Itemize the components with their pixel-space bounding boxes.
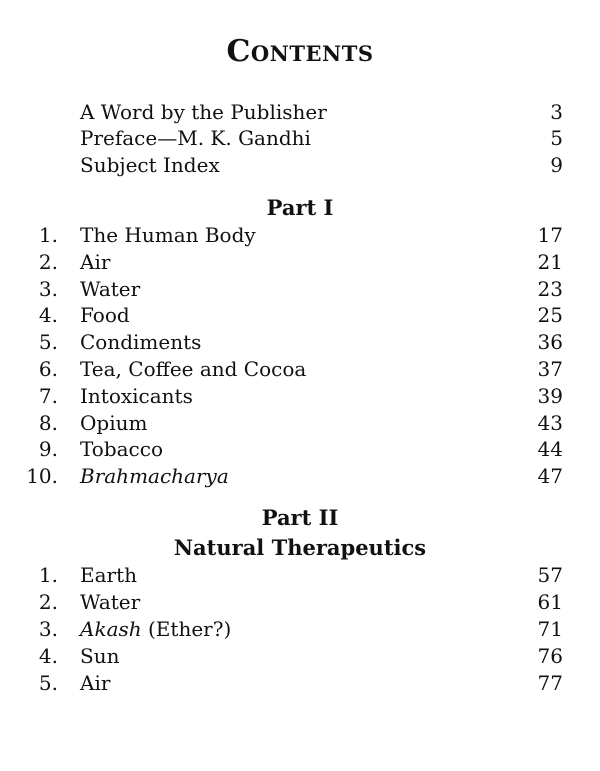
- toc-entry-number: 5.: [38, 671, 58, 695]
- toc-entry-label: Brahmacharya: [80, 464, 229, 488]
- toc-entry-label: Condiments: [80, 330, 202, 354]
- toc-entry-label: Air: [80, 671, 111, 695]
- toc-entry-page: 23: [537, 277, 563, 301]
- toc-entry-page: 17: [537, 223, 563, 247]
- toc-entry-label: Opium: [80, 411, 148, 435]
- toc-entry-page: 61: [537, 590, 563, 614]
- toc-entry-label: Sun: [80, 644, 120, 668]
- toc-entry-page: 39: [537, 384, 563, 408]
- toc-entry[interactable]: [0, 562, 600, 588]
- toc-entry-number: 3.: [38, 277, 58, 301]
- toc-entry[interactable]: [0, 329, 600, 355]
- toc-entry[interactable]: [0, 356, 600, 382]
- toc-entry-page: 21: [537, 250, 563, 274]
- toc-entry-page: 36: [537, 330, 563, 354]
- toc-entry-number: 9.: [38, 437, 58, 461]
- toc-entry[interactable]: [0, 589, 600, 615]
- toc-entry[interactable]: [0, 616, 600, 642]
- toc-entry-label: Air: [80, 250, 111, 274]
- toc-entry-page: 77: [537, 671, 563, 695]
- part-heading: Part I: [266, 195, 334, 220]
- toc-entry-label: Intoxicants: [80, 384, 193, 408]
- toc-entry-number: 6.: [38, 357, 58, 381]
- toc-entry-number: 1.: [38, 563, 58, 587]
- toc-entry-page: 71: [537, 617, 563, 641]
- toc-entry-page: 9: [550, 153, 563, 177]
- toc-entry-label: Tobacco: [80, 437, 163, 461]
- toc-entry-number: 10.: [26, 464, 58, 488]
- toc-entry-label-rest: (Ether?): [141, 617, 232, 641]
- toc-entry-number: 7.: [38, 384, 58, 408]
- toc-entry-number: 2.: [38, 590, 58, 614]
- toc-entry-label: Tea, Coffee and Cocoa: [80, 357, 307, 381]
- toc-entry-page: 25: [537, 303, 563, 327]
- toc-entry-label: [80, 616, 231, 642]
- toc-entry-label: Earth: [80, 563, 138, 587]
- toc-entry-page: 57: [537, 563, 563, 587]
- toc-entry[interactable]: [0, 125, 600, 151]
- toc-entry-label: Preface—M. K. Gandhi: [80, 126, 311, 150]
- toc-entry-page: 76: [537, 644, 563, 668]
- toc-entry-number: 8.: [38, 411, 58, 435]
- toc-entry-number: 4.: [38, 644, 58, 668]
- toc-entry[interactable]: [0, 99, 600, 125]
- page-title: Contents: [226, 34, 374, 69]
- toc-entry-number: 2.: [38, 250, 58, 274]
- toc-entry[interactable]: [0, 249, 600, 275]
- toc-entry-page: 43: [537, 411, 563, 435]
- toc-entry-label-italic: Akash: [80, 617, 142, 641]
- toc-entry[interactable]: [0, 436, 600, 462]
- toc-entry-label: Water: [80, 277, 141, 301]
- toc-entry-page: 3: [550, 100, 563, 124]
- toc-entry-number: 3.: [38, 617, 58, 641]
- toc-entry[interactable]: [0, 670, 600, 696]
- toc-entry-page: 37: [537, 357, 563, 381]
- toc-entry[interactable]: [0, 463, 600, 489]
- toc-entry-label: Water: [80, 590, 141, 614]
- toc-entry-number: 4.: [38, 303, 58, 327]
- toc-entry-label: Food: [80, 303, 130, 327]
- toc-entry[interactable]: [0, 643, 600, 669]
- toc-entry[interactable]: [0, 410, 600, 436]
- toc-entry-page: 44: [537, 437, 563, 461]
- toc-entry-page: 5: [550, 126, 563, 150]
- toc-entry-page: 47: [537, 464, 563, 488]
- toc-entry-number: 5.: [38, 330, 58, 354]
- part-heading: Part II: [261, 505, 339, 530]
- toc-entry-label: A Word by the Publisher: [80, 100, 327, 124]
- toc-entry[interactable]: [0, 152, 600, 178]
- toc-entry[interactable]: [0, 276, 600, 302]
- toc-entry-label: The Human Body: [80, 223, 256, 247]
- toc-entry-number: 1.: [38, 223, 58, 247]
- toc-entry-label: Subject Index: [80, 153, 220, 177]
- toc-entry[interactable]: [0, 302, 600, 328]
- toc-entry[interactable]: [0, 222, 600, 248]
- part-subheading: Natural Therapeutics: [173, 535, 427, 560]
- toc-entry[interactable]: [0, 383, 600, 409]
